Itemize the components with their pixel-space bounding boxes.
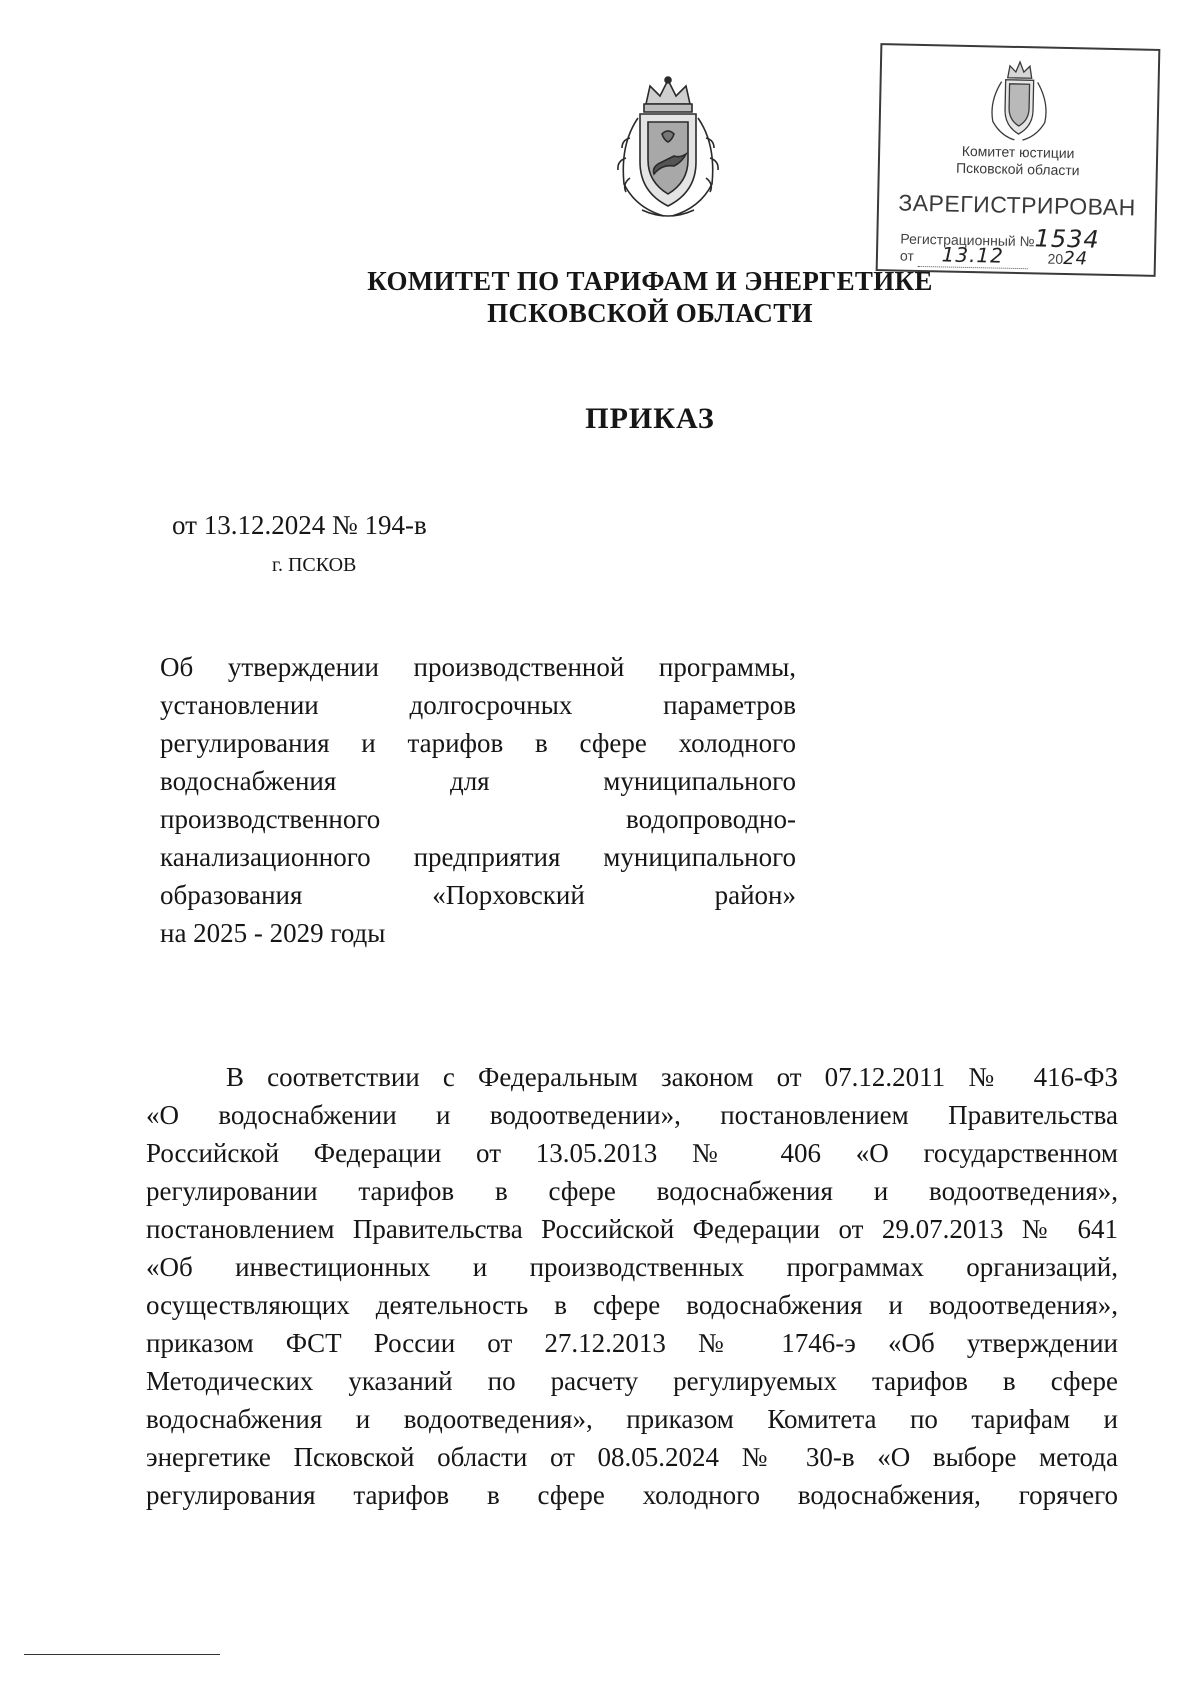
stamp-coat-of-arms-icon bbox=[980, 59, 1058, 143]
stamp-date-year-suffix: 24 bbox=[1062, 247, 1089, 270]
stamp-authority-line2: Псковской области bbox=[955, 159, 1080, 179]
subject-line: водоснабжения для муниципального bbox=[160, 766, 796, 796]
body-line: осуществляющих деятельность в сфере водоснабжения и водоотведения», bbox=[146, 1290, 1118, 1320]
body-line: регулировании тарифов в сфере водоснабжения и водоотведения», bbox=[146, 1176, 1118, 1206]
order-body-text bbox=[146, 1058, 1118, 1514]
order-city: г. ПСКОВ bbox=[272, 554, 357, 576]
stamp-date-year-prefix: 20 bbox=[1047, 250, 1064, 267]
stamp-date-label: от bbox=[899, 247, 915, 264]
body-line: регулирования тарифов в сфере холодного водоснабжения, горячего bbox=[146, 1480, 1118, 1510]
body-line: Методических указаний по расчету регулируемых тарифов в сфере bbox=[146, 1366, 1118, 1396]
subject-line: производственного водопроводно- bbox=[160, 804, 796, 834]
body-line: В соответствии с Федеральным законом от 07.12.2011 № 416-ФЗ bbox=[226, 1062, 1118, 1092]
document-type-title: ПРИКАЗ bbox=[585, 402, 715, 435]
subject-line: регулирования и тарифов в сфере холодного bbox=[160, 728, 796, 758]
order-subject bbox=[160, 648, 796, 952]
stamp-reg-label: Регистрационный № bbox=[900, 230, 1035, 250]
body-line: энергетике Псковской области от 08.05.2024 № 30-в «О выборе метода bbox=[146, 1442, 1118, 1472]
order-date-number: от 13.12.2024 № 194-в bbox=[172, 510, 427, 540]
registration-stamp bbox=[876, 43, 1161, 277]
coat-of-arms-emblem bbox=[602, 74, 734, 222]
body-line: «О водоснабжении и водоотведении», постановлением Правительства bbox=[146, 1100, 1118, 1130]
subject-line: образования «Порховский район» bbox=[160, 880, 796, 910]
footnote-divider bbox=[24, 1654, 220, 1655]
body-line: «Об инвестиционных и производственных программах организаций, bbox=[146, 1252, 1118, 1282]
subject-line: Об утверждении производственной программы, bbox=[160, 652, 796, 682]
body-line: водоснабжения и водоотведения», приказом Комитета по тарифам и bbox=[146, 1404, 1118, 1434]
body-line: постановлением Правительства Российской Федерации от 29.07.2013 № 641 bbox=[146, 1214, 1118, 1244]
subject-line: установлении долгосрочных параметров bbox=[160, 690, 796, 720]
subject-line: канализационного предприятия муниципального bbox=[160, 842, 796, 872]
stamp-status: ЗАРЕГИСТРИРОВАН bbox=[898, 189, 1137, 221]
body-line: приказом ФСТ России от 27.12.2013 № 1746-э «Об утверждении bbox=[146, 1328, 1118, 1358]
stamp-authority-line1: Комитет юстиции bbox=[961, 142, 1075, 162]
subject-line: на 2025 - 2029 годы bbox=[160, 918, 386, 948]
body-line: Российской Федерации от 13.05.2013 № 406 «О государственном bbox=[146, 1138, 1118, 1168]
organization-name-line1: КОМИТЕТ ПО ТАРИФАМ И ЭНЕРГЕТИКЕ bbox=[367, 266, 933, 296]
stamp-reg-number: 1534 bbox=[1034, 224, 1101, 254]
stamp-date-value: 13.12 bbox=[941, 242, 1005, 268]
organization-name-line2: ПСКОВСКОЙ ОБЛАСТИ bbox=[487, 298, 813, 328]
